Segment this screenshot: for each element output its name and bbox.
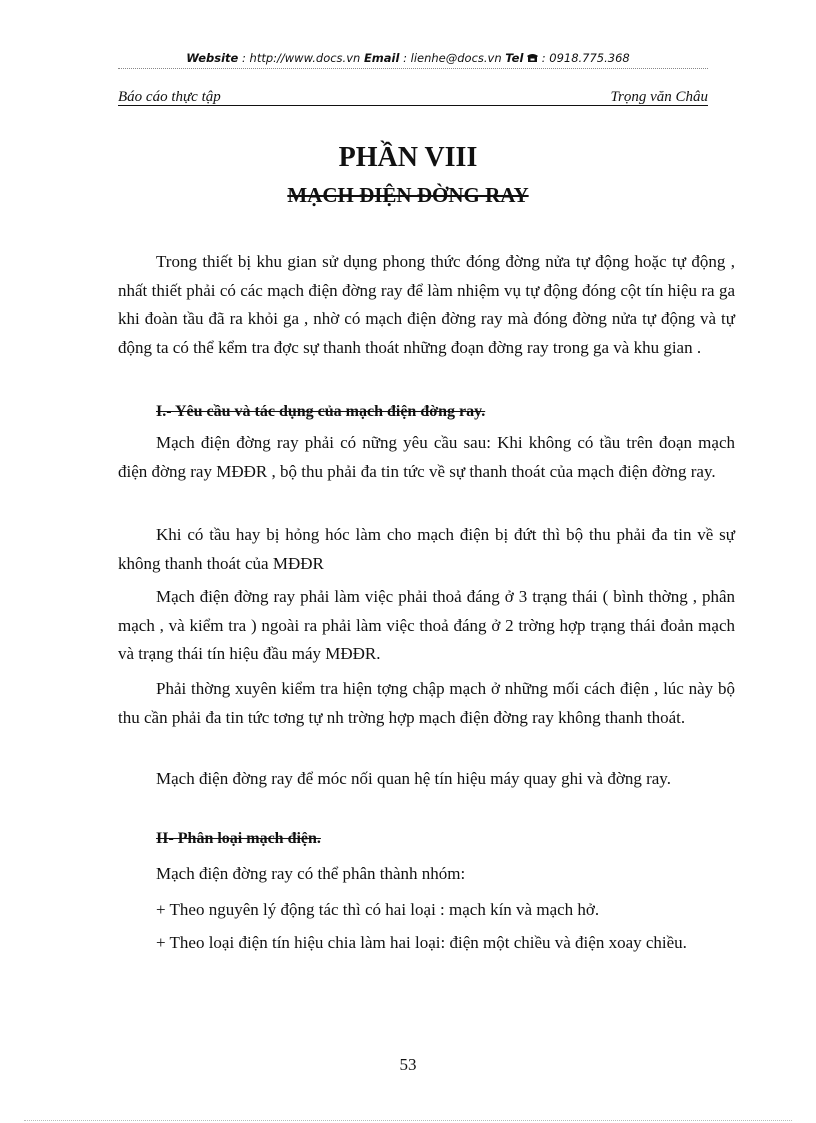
page-number: 53 bbox=[399, 1055, 417, 1074]
paragraph: Phải thờng xuyên kiểm tra hiện tợng chập mạch ở những mối cách điện , lúc này bộ thu cần phải đa tin tức tơng tự nh trờng hợp mạch điện đờng ray không thanh thoát. bbox=[118, 679, 735, 727]
website-label: Website bbox=[186, 51, 239, 65]
paragraph: Khi có tầu hay bị hỏng hóc làm cho mạch điện bị đứt thì bộ thu phải đa tin về sự không thanh thoát của MĐĐR bbox=[118, 525, 735, 573]
chapter-title-text: MẠCH ĐIỆN ĐỜNG RAY bbox=[287, 183, 529, 207]
paragraph: Trong thiết bị khu gian sử dụng phong thức đóng đờng nửa tự động hoặc tự động , nhất thiết phải có các mạch điện đờng ray để làm nhiệm vụ tự động đóng cột tín hiệu ra ga khi đoàn tầu đã ra khỏi ga , nhờ có mạch điện đờng ray mà đóng đờng nửa tự động và tự động ta có thể kểm tra đợc sự thanh thoát những đoạn đờng ray trong ga và khu gian . bbox=[118, 252, 735, 357]
chapter-title bbox=[0, 183, 816, 208]
running-header-left: Báo cáo thực tập bbox=[118, 89, 221, 105]
paragraph: Mạch điện đờng ray phải làm việc phải thoả đáng ở 3 trạng thái ( bình thờng , phân mạch , và kiểm tra ) ngoài ra phải làm việc thoả đáng ở 2 trờng hợp trạng thái đoản mạch và trạng thái tín hiệu đầu máy MĐĐR. bbox=[118, 587, 735, 663]
part-title: PHẦN VIII bbox=[338, 142, 478, 173]
paragraph: + Theo loại điện tín hiệu chia làm hai loại: điện một chiều và điện xoay chiều. bbox=[156, 933, 687, 952]
paragraph: + Theo nguyên lý động tác thì có hai loại : mạch kín và mạch hở. bbox=[156, 900, 600, 919]
tel-label: Tel bbox=[505, 51, 524, 65]
website-url[interactable]: : http://www.docs.vn bbox=[238, 51, 364, 65]
email-address[interactable]: : lienhe@docs.vn bbox=[399, 51, 506, 65]
running-header-right: Trọng văn Châu bbox=[610, 89, 708, 105]
phone-icon bbox=[527, 51, 542, 65]
section-heading-2: II- Phân loại mạch điện. bbox=[156, 830, 321, 847]
paragraph: Mạch điện đờng ray phải có nững yêu cầu sau: Khi không có tầu trên đoạn mạch điện đờng ray MĐĐR , bộ thu phải đa tin tức về sự thanh thoát của mạch điện đờng ray. bbox=[118, 433, 735, 481]
running-header bbox=[118, 86, 708, 106]
phone-number: : 0918.775.368 bbox=[541, 51, 630, 65]
section-heading-1: I.- Yêu cầu và tác dụng của mạch điện đờng ray. bbox=[156, 403, 486, 420]
website-contact-line bbox=[0, 51, 816, 65]
paragraph: Mạch điện đờng ray có thể phân thành nhóm: bbox=[156, 864, 466, 883]
paragraph: Mạch điện đờng ray để móc nối quan hệ tín hiệu máy quay ghi và đờng ray. bbox=[156, 769, 671, 788]
email-label: Email bbox=[363, 51, 400, 65]
footer-divider bbox=[24, 1120, 792, 1121]
header-divider bbox=[118, 68, 708, 69]
